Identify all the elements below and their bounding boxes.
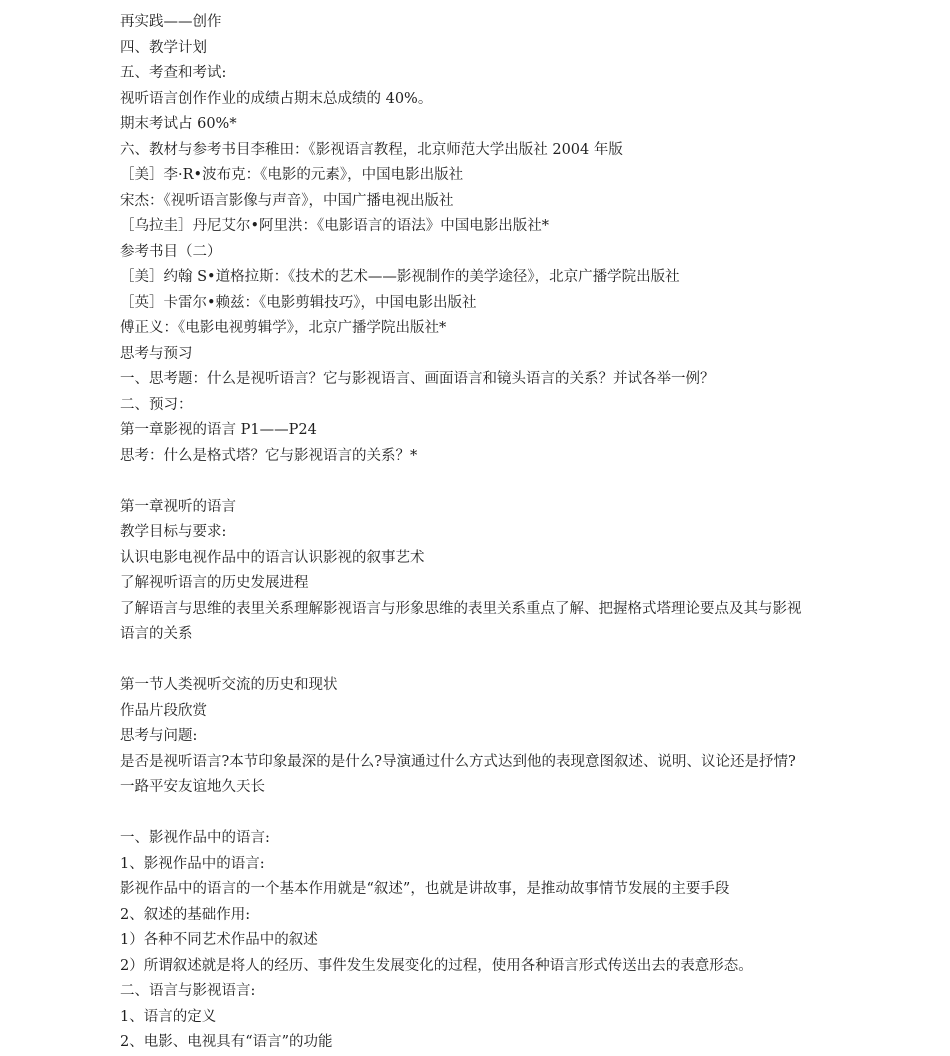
text-line: ［美］约翰 S•道格拉斯：《技术的艺术——影视制作的美学途径》，北京广播学院出版社: [120, 269, 680, 285]
text-line: 1、影视作品中的语言:: [120, 855, 265, 872]
chapter-section: [120, 495, 820, 648]
text-line: 宋杰：《视听语言影像与声音》，中国广播电视出版社: [120, 192, 454, 209]
text-line: 傅正义：《电影电视剪辑学》，北京广播学院出版社*: [120, 320, 447, 336]
text-line: 六、教材与参考书目李稚田：《影视语言教程，北京师范大学出版社 2004 年版: [120, 141, 623, 158]
text-line: 五、考查和考试:: [120, 65, 227, 81]
text-line: ［英］卡雷尔•赖兹：《电影剪辑技巧》，中国电影出版社: [120, 294, 477, 311]
section-title: 第一节人类视听交流的历史和现状: [120, 677, 338, 693]
document-page: [120, 10, 820, 1056]
text-line: ［美］李·R•波布克：《电影的元素》，中国电影出版社: [120, 167, 464, 183]
text-line: 影视作品中的语言的一个基本作用就是“叙述”，也就是讲故事，是推动故事情节发展的主要手段: [120, 881, 730, 897]
text-line: 教学目标与要求:: [120, 524, 227, 540]
text-line: 一、影视作品中的语言:: [120, 830, 270, 846]
text-line: 第一章影视的语言 P1——P24: [120, 422, 317, 438]
text-line: 认识电影电视作品中的语言认识影视的叙事艺术: [120, 549, 425, 566]
text-line: 一、思考题：什么是视听语言？它与影视语言、画面语言和镜头语言的关系？并试各举一例？: [120, 371, 715, 387]
text-line: 视听语言创作作业的成绩占期末总成绩的 40%。: [120, 90, 433, 107]
text-line: 1、语言的定义: [120, 1008, 217, 1025]
text-line: 思考与预习: [120, 345, 193, 362]
section-one: [120, 673, 820, 801]
syllabus-section: [120, 10, 820, 469]
text-line: 思考与问题:: [120, 728, 198, 744]
text-line: 思考：什么是格式塔？它与影视语言的关系？*: [120, 447, 418, 464]
text-line: ［乌拉圭］丹尼艾尔•阿里洪：《电影语言的语法》中国电影出版社*: [120, 218, 550, 234]
chapter-title: 第一章视听的语言: [120, 498, 236, 515]
text-line: 2、电影、电视具有“语言”的功能: [120, 1034, 333, 1050]
text-line: 了解视听语言的历史发展进程: [120, 575, 309, 591]
blank-line: [120, 648, 820, 674]
blank-line: [120, 469, 820, 495]
blank-line: [120, 801, 820, 827]
text-line: 二、语言与影视语言:: [120, 983, 256, 999]
language-section: [120, 826, 820, 1056]
paragraph: 了解语言与思维的表里关系理解影视语言与形象思维的表里关系重点了解、把握格式塔理论要点及其与影视语言的关系: [120, 600, 802, 642]
text-line: 2）所谓叙述就是将人的经历、事件发生发展变化的过程，使用各种语言形式传送出去的表意形态。: [120, 957, 753, 974]
text-line: 四、教学计划: [120, 39, 207, 56]
text-line: 再实践——创作: [120, 14, 222, 30]
text-line: 1）各种不同艺术作品中的叙述: [120, 932, 318, 948]
text-line: 参考书目（二）: [120, 243, 222, 260]
paragraph: 是否是视听语言?本节印象最深的是什么?导演通过什么方式达到他的表现意图叙述、说明、议论还是抒情? 一路平安友谊地久天长: [120, 753, 796, 795]
text-line: 期末考试占 60%*: [120, 116, 237, 132]
text-line: 作品片段欣赏: [120, 702, 207, 719]
text-line: 二、预习：: [120, 396, 193, 413]
text-line: 2、叙述的基础作用:: [120, 906, 251, 923]
